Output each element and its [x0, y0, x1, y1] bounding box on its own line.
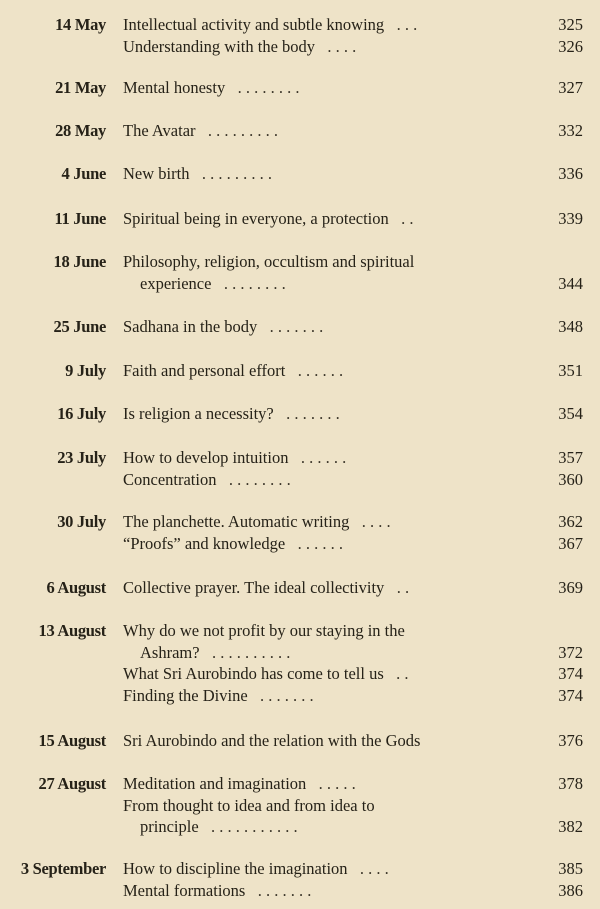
entry-title-line: “Proofs” and knowledge . . . . . .	[123, 533, 343, 553]
entry-title-line: Sri Aurobindo and the relation with the Gods	[123, 731, 421, 750]
entry-title-line: How to discipline the imagination . . . .	[123, 859, 389, 878]
entry-date: 18 June	[53, 252, 106, 271]
entry-date: 3 September	[20, 859, 106, 878]
page-number: 336	[558, 164, 583, 183]
leader-dots: . . . . . .	[285, 361, 344, 380]
entry-title-line: New birth . . . . . . . . .	[123, 164, 272, 183]
leader-dots: . . . . .	[306, 774, 356, 793]
entry-title	[123, 730, 535, 752]
leader-dots: . . . . . . . . .	[195, 121, 279, 140]
leader-dots: . .	[388, 209, 414, 228]
page-number: 374	[558, 685, 583, 705]
entry-title	[123, 251, 535, 294]
entry-title	[123, 880, 535, 902]
entry-date: 16 July	[57, 404, 106, 423]
entry-title-line: From thought to idea and from idea to	[123, 795, 375, 815]
entry-title-line: Mental formations . . . . . . .	[123, 880, 312, 900]
entry-title	[123, 858, 535, 880]
leader-dots: . . . . . . .	[247, 685, 314, 705]
entry-title-line: Collective prayer. The ideal collectivity . .	[123, 578, 410, 597]
entry-title	[123, 533, 535, 555]
entry-title-line: Intellectual activity and subtle knowing . . .	[123, 15, 418, 34]
leader-dots: . . . . . . .	[257, 317, 324, 336]
entry-date: 13 August	[38, 621, 106, 640]
page-number: 386	[558, 880, 583, 900]
page-number: 339	[558, 209, 583, 228]
entry-date: 15 August	[38, 731, 106, 750]
page-number: 372	[558, 642, 583, 662]
leader-dots: . . . .	[349, 512, 391, 531]
entry-title-line: Is religion a necessity? . . . . . . .	[123, 404, 340, 423]
leader-dots: . . . . . . . . .	[189, 164, 272, 183]
entry-title-line: The planchette. Automatic writing . . . .	[123, 512, 391, 531]
entry-title	[123, 577, 535, 599]
leader-dots: . . . . . . .	[273, 404, 340, 423]
page-number: 327	[558, 78, 583, 97]
entry-title	[123, 120, 535, 142]
entry-title	[123, 163, 535, 185]
page-number: 325	[558, 15, 583, 34]
leader-dots: . .	[383, 664, 409, 683]
entry-title	[123, 208, 535, 230]
entry-title-line: Mental honesty . . . . . . . .	[123, 78, 300, 97]
page-number: 367	[558, 533, 583, 553]
entry-title-line: Ashram? . . . . . . . . . .	[140, 642, 291, 662]
entry-title	[123, 403, 535, 425]
entry-title	[123, 14, 535, 36]
entry-title-line: principle . . . . . . . . . . .	[140, 817, 298, 836]
page-number: 369	[558, 578, 583, 597]
entry-date: 23 July	[57, 448, 106, 467]
page-number: 348	[558, 317, 583, 336]
entry-date: 28 May	[55, 121, 106, 140]
entry-title	[123, 663, 535, 685]
entry-date: 27 August	[38, 774, 106, 793]
entry-title	[123, 773, 535, 795]
leader-dots: . . . . . . . . . . .	[198, 817, 298, 836]
page-number: 357	[558, 448, 583, 467]
page-number: 378	[558, 774, 583, 793]
entry-title	[123, 469, 535, 491]
entry-title-line: What Sri Aurobindo has come to tell us . .	[123, 664, 409, 683]
page-number: 385	[558, 859, 583, 878]
entry-title-line: The Avatar . . . . . . . . .	[123, 121, 279, 140]
entry-date: 4 June	[61, 164, 106, 183]
entry-title	[123, 77, 535, 99]
entry-date: 9 July	[65, 361, 106, 380]
entry-title	[123, 316, 535, 338]
leader-dots: . . . . . .	[285, 533, 343, 553]
entry-title-line: Spiritual being in everyone, a protection . .	[123, 209, 414, 228]
page-number: 344	[558, 273, 583, 293]
page-number: 326	[558, 36, 583, 56]
entry-title-line: Understanding with the body . . . .	[123, 36, 357, 56]
leader-dots: . .	[384, 578, 410, 597]
leader-dots: . . . . . .	[288, 448, 347, 467]
leader-dots: . . . . . . . .	[216, 469, 291, 489]
leader-dots: . . . . . . . .	[225, 78, 300, 97]
page-number: 382	[558, 817, 583, 836]
entry-date: 25 June	[53, 317, 106, 336]
entry-title	[123, 511, 535, 533]
entry-title-line: Concentration . . . . . . . .	[123, 469, 291, 489]
page-number: 374	[558, 664, 583, 683]
leader-dots: . . .	[384, 15, 418, 34]
entry-date: 6 August	[46, 578, 106, 597]
entry-title-line: Sadhana in the body . . . . . . .	[123, 317, 324, 336]
page-number: 362	[558, 512, 583, 531]
entry-title	[123, 795, 535, 838]
entry-date: 21 May	[55, 78, 106, 97]
page-number: 354	[558, 404, 583, 423]
leader-dots: . . . .	[315, 36, 357, 56]
entry-title-line: Why do we not profit by our staying in the	[123, 621, 405, 640]
entry-title	[123, 447, 535, 469]
entry-title-line: Philosophy, religion, occultism and spiritual	[123, 252, 415, 271]
leader-dots: . . . . . . . . . .	[199, 642, 291, 662]
leader-dots: . . . . . . .	[245, 880, 312, 900]
page-number: 332	[558, 121, 583, 140]
page-number: 360	[558, 469, 583, 489]
entry-date: 14 May	[55, 15, 106, 34]
entry-title	[123, 620, 535, 663]
entry-title	[123, 360, 535, 382]
page-number: 376	[558, 731, 583, 750]
entry-title-line: How to develop intuition . . . . . .	[123, 448, 347, 467]
entry-title-line: experience . . . . . . . .	[140, 273, 286, 293]
entry-date: 11 June	[54, 209, 106, 228]
entry-title	[123, 685, 535, 707]
entry-date: 30 July	[57, 512, 106, 531]
entry-title-line: Faith and personal effort . . . . . .	[123, 361, 344, 380]
leader-dots: . . . . . . . .	[211, 273, 286, 293]
leader-dots: . . . .	[347, 859, 389, 878]
entry-title-line: Finding the Divine . . . . . . .	[123, 685, 314, 705]
entry-title	[123, 36, 535, 58]
page-number: 351	[558, 361, 583, 380]
entry-title-line: Meditation and imagination . . . . .	[123, 774, 356, 793]
